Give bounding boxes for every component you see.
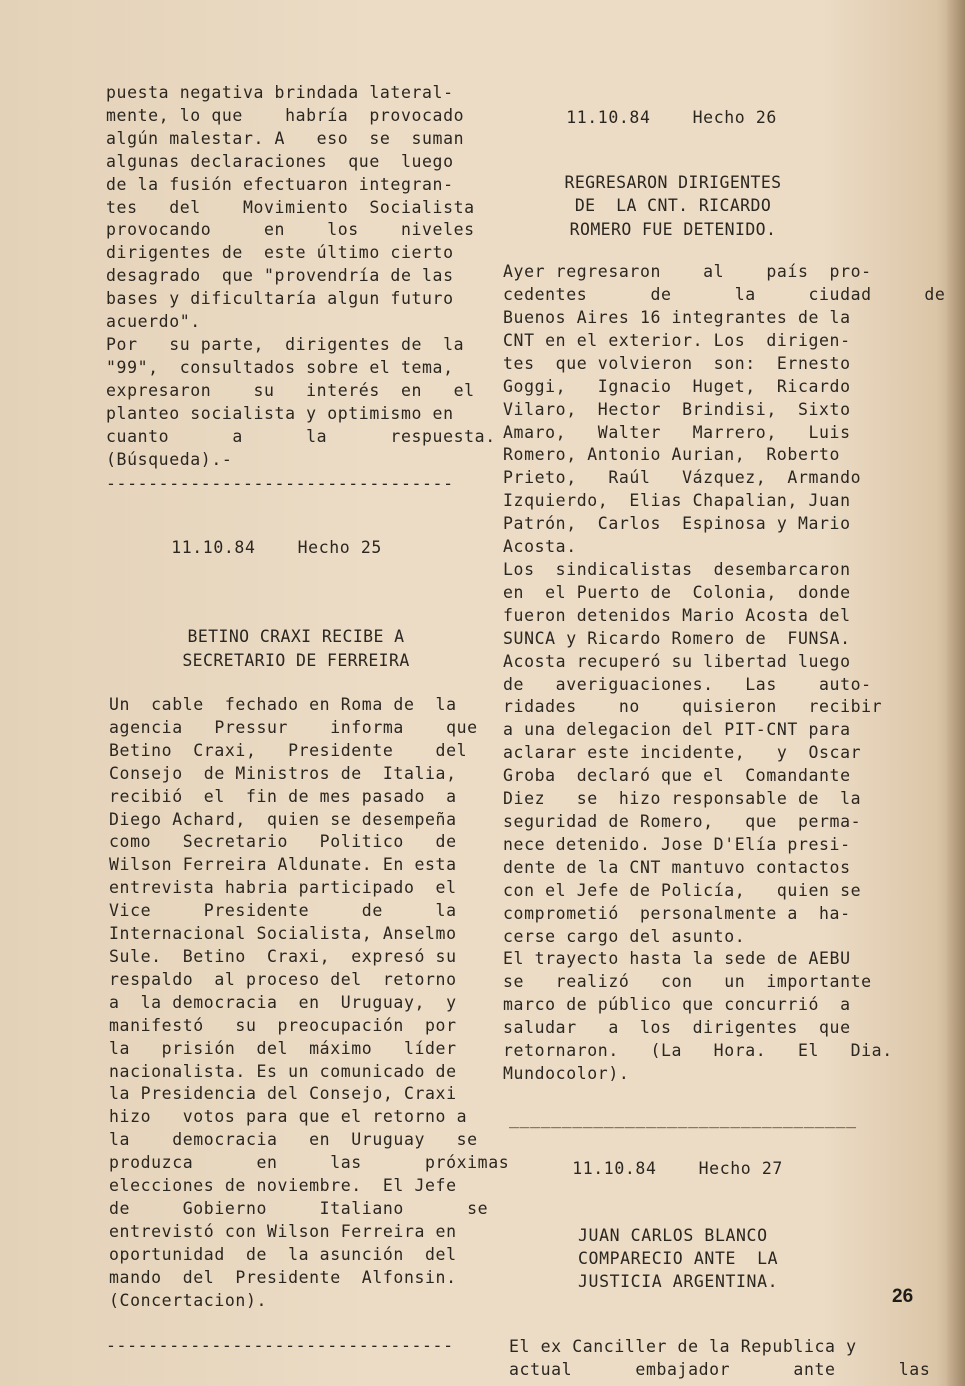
- text-line: El ex Canciller de la Republica y: [509, 1337, 857, 1357]
- text-line: entrevistó con Wilson Ferreira en: [109, 1221, 457, 1241]
- hecho-25-headline: [106, 625, 486, 672]
- text-line: a una delegacion del PIT-CNT para: [503, 720, 851, 740]
- text-line: ridades no quisieron recibir: [503, 697, 883, 717]
- text-line: la Presidencia del Consejo, Craxi: [109, 1084, 457, 1104]
- text-line: Amaro, Walter Marrero, Luis: [503, 422, 851, 442]
- text-line: hizo votos para que el retorno a: [109, 1107, 468, 1127]
- headline-line: SECRETARIO DE FERREIRA: [182, 650, 410, 670]
- text-line: seguridad de Romero, que perma-: [503, 811, 862, 831]
- headline-line: JUSTICIA ARGENTINA.: [578, 1272, 779, 1292]
- text-line: desagrado que "provendría de las: [106, 266, 454, 286]
- text-line: manifestó su preocupación por: [109, 1015, 457, 1035]
- text-line: nece detenido. Jose D'Elía presi-: [503, 834, 851, 854]
- text-line: puesta negativa brindada lateral-: [106, 83, 454, 102]
- text-line: produzca en las próximas: [109, 1153, 510, 1173]
- text-line: actual embajador ante las: [509, 1360, 931, 1380]
- text-line: cuanto a la respuesta.: [106, 426, 496, 446]
- text-line: tes que volvieron son: Ernesto: [503, 353, 851, 373]
- text-line: Ayer regresaron al país pro-: [503, 262, 872, 282]
- text-line: de Gobierno Italiano se: [109, 1198, 489, 1218]
- text-line: Vice Presidente de la: [109, 901, 457, 921]
- text-line: agencia Pressur informa que: [109, 717, 478, 737]
- text-line: Buenos Aires 16 integrantes de la: [503, 308, 851, 328]
- text-line: Vilaro, Hector Brindisi, Sixto: [503, 399, 851, 419]
- hecho-26-dateline: [503, 84, 887, 153]
- text-line: bases y dificultaría algun futuro: [106, 289, 454, 309]
- left-column: [106, 82, 510, 1357]
- text-line: Sule. Betino Craxi, expresó su: [109, 947, 457, 966]
- intro-paragraph: [106, 82, 496, 471]
- text-line: dente de la CNT mantuvo contactos: [503, 857, 851, 877]
- text-line: entrevista habria participado el: [109, 878, 457, 898]
- text-line: provocando en los niveles: [106, 220, 475, 240]
- text-line: comprometió personalmente a ha-: [503, 903, 851, 923]
- text-line: Los sindicalistas desembarcaron: [503, 560, 851, 579]
- text-line: Diego Achard, quien se desempeña: [109, 809, 457, 829]
- text-line: SUNCA y Ricardo Romero de FUNSA.: [503, 628, 851, 648]
- text-line: Goggi, Ignacio Huget, Ricardo: [503, 376, 851, 396]
- text-line: respaldo al proceso del retorno: [109, 969, 457, 989]
- text-line: Wilson Ferreira Aldunate. En esta: [109, 855, 457, 875]
- text-line: algún malestar. A eso se suman: [106, 128, 465, 148]
- text-line: "99", consultados sobre el tema,: [106, 357, 454, 377]
- text-line: nacionalista. Es un comunicado de: [109, 1061, 457, 1081]
- text-line: elecciones de noviembre. El Jefe: [109, 1176, 457, 1196]
- hecho-25-dateline: [106, 514, 486, 583]
- page-binding-edge: [947, 0, 965, 1386]
- text-line: cerse cargo del asunto.: [503, 926, 746, 946]
- hecho-27-dateline: [503, 1135, 887, 1204]
- text-line: acuerdo".: [106, 312, 201, 332]
- text-line: retornaron. (La Hora. El Dia.: [503, 1041, 893, 1061]
- separator-rule: ---------------------------------: [106, 474, 454, 494]
- text-line: Romero, Antonio Aurian, Roberto: [503, 445, 841, 465]
- text-line: de averiguaciones. Las auto-: [503, 674, 872, 694]
- text-line: planteo socialista y optimismo en: [106, 403, 454, 423]
- hecho-26-headline: [503, 171, 843, 242]
- hecho-27-label: Hecho 27: [698, 1158, 783, 1178]
- text-line: con el Jefe de Policía, quien se: [503, 880, 862, 900]
- text-line: Diez se hizo responsable de la: [503, 789, 862, 809]
- hecho-27-headline: [503, 1225, 887, 1294]
- hecho-27-body: [503, 1336, 931, 1382]
- text-line: Prieto, Raúl Vázquez, Armando: [503, 468, 862, 488]
- text-line: la prisión del máximo líder: [109, 1038, 457, 1058]
- hecho-27-date: 11.10.84: [572, 1158, 657, 1178]
- text-line: Groba declaró que el Comandante: [503, 766, 851, 786]
- text-line: oportunidad de la asunción del: [109, 1244, 457, 1264]
- text-line: cedentes de la ciudad de: [503, 285, 946, 305]
- text-line: tes del Movimiento Socialista: [106, 197, 475, 217]
- hecho-25-body: [106, 694, 510, 1312]
- text-line: Consejo de Ministros de Italia,: [109, 763, 457, 783]
- text-line: dirigentes de este último cierto: [106, 243, 454, 263]
- headline-line: BETINO CRAXI RECIBE A: [187, 627, 405, 647]
- text-line: mente, lo que habría provocado: [106, 105, 465, 125]
- text-line: se realizó con un importante: [503, 972, 872, 992]
- headline-line: COMPARECIO ANTE LA: [578, 1249, 779, 1269]
- hecho-26-date: 11.10.84: [566, 107, 651, 127]
- separator-rule-bottom: ---------------------------------: [106, 1335, 454, 1355]
- text-line: Betino Craxi, Presidente del: [109, 740, 468, 760]
- right-column: [503, 82, 946, 1382]
- text-line: Mundocolor).: [503, 1063, 630, 1083]
- text-line: Izquierdo, Elias Chapalian, Juan: [503, 491, 851, 511]
- text-line: a la democracia en Uruguay, y: [109, 992, 457, 1012]
- text-line: Acosta.: [503, 537, 577, 557]
- headline-line: ROMERO FUE DETENIDO.: [569, 219, 777, 239]
- text-line: de la fusión efectuaron integran-: [106, 174, 454, 194]
- text-line: como Secretario Politico de: [109, 832, 457, 852]
- text-line: CNT en el exterior. Los dirigen-: [503, 330, 851, 350]
- separator-rule-right: _________________________________: [509, 1108, 857, 1128]
- text-line: en el Puerto de Colonia, donde: [503, 582, 851, 602]
- text-line: El trayecto hasta la sede de AEBU: [503, 949, 851, 969]
- text-line: Internacional Socialista, Anselmo: [109, 924, 457, 944]
- headline-line: DE LA CNT. RICARDO: [574, 196, 772, 216]
- text-line: mando del Presidente Alfonsin.: [109, 1267, 457, 1287]
- text-line: recibió el fin de mes pasado a: [109, 786, 457, 806]
- text-line: (Concertacion).: [109, 1290, 268, 1310]
- page-number: 26: [892, 1286, 914, 1307]
- text-line: (Búsqueda).-: [106, 449, 233, 469]
- headline-line: REGRESARON DIRIGENTES: [564, 172, 782, 192]
- text-line: Patrón, Carlos Espinosa y Mario: [503, 514, 851, 534]
- hecho-25-date: 11.10.84: [171, 538, 256, 558]
- text-line: marco de público que concurrió a: [503, 995, 851, 1015]
- text-line: saludar a los dirigentes que: [503, 1018, 851, 1038]
- text-line: fueron detenidos Mario Acosta del: [503, 605, 851, 625]
- text-line: expresaron su interés en el: [106, 380, 475, 400]
- text-line: algunas declaraciones que luego: [106, 151, 454, 171]
- hecho-26-label: Hecho 26: [692, 107, 777, 127]
- hecho-26-body: [503, 261, 946, 1086]
- text-line: aclarar este incidente, y Oscar: [503, 743, 862, 763]
- headline-line: JUAN CARLOS BLANCO: [578, 1226, 768, 1246]
- text-line: Un cable fechado en Roma de la: [109, 695, 457, 715]
- hecho-25-label: Hecho 25: [297, 538, 382, 558]
- text-line: la democracia en Uruguay se: [109, 1130, 478, 1150]
- text-line: Acosta recuperó su libertad luego: [503, 651, 851, 671]
- text-line: Por su parte, dirigentes de la: [106, 334, 465, 354]
